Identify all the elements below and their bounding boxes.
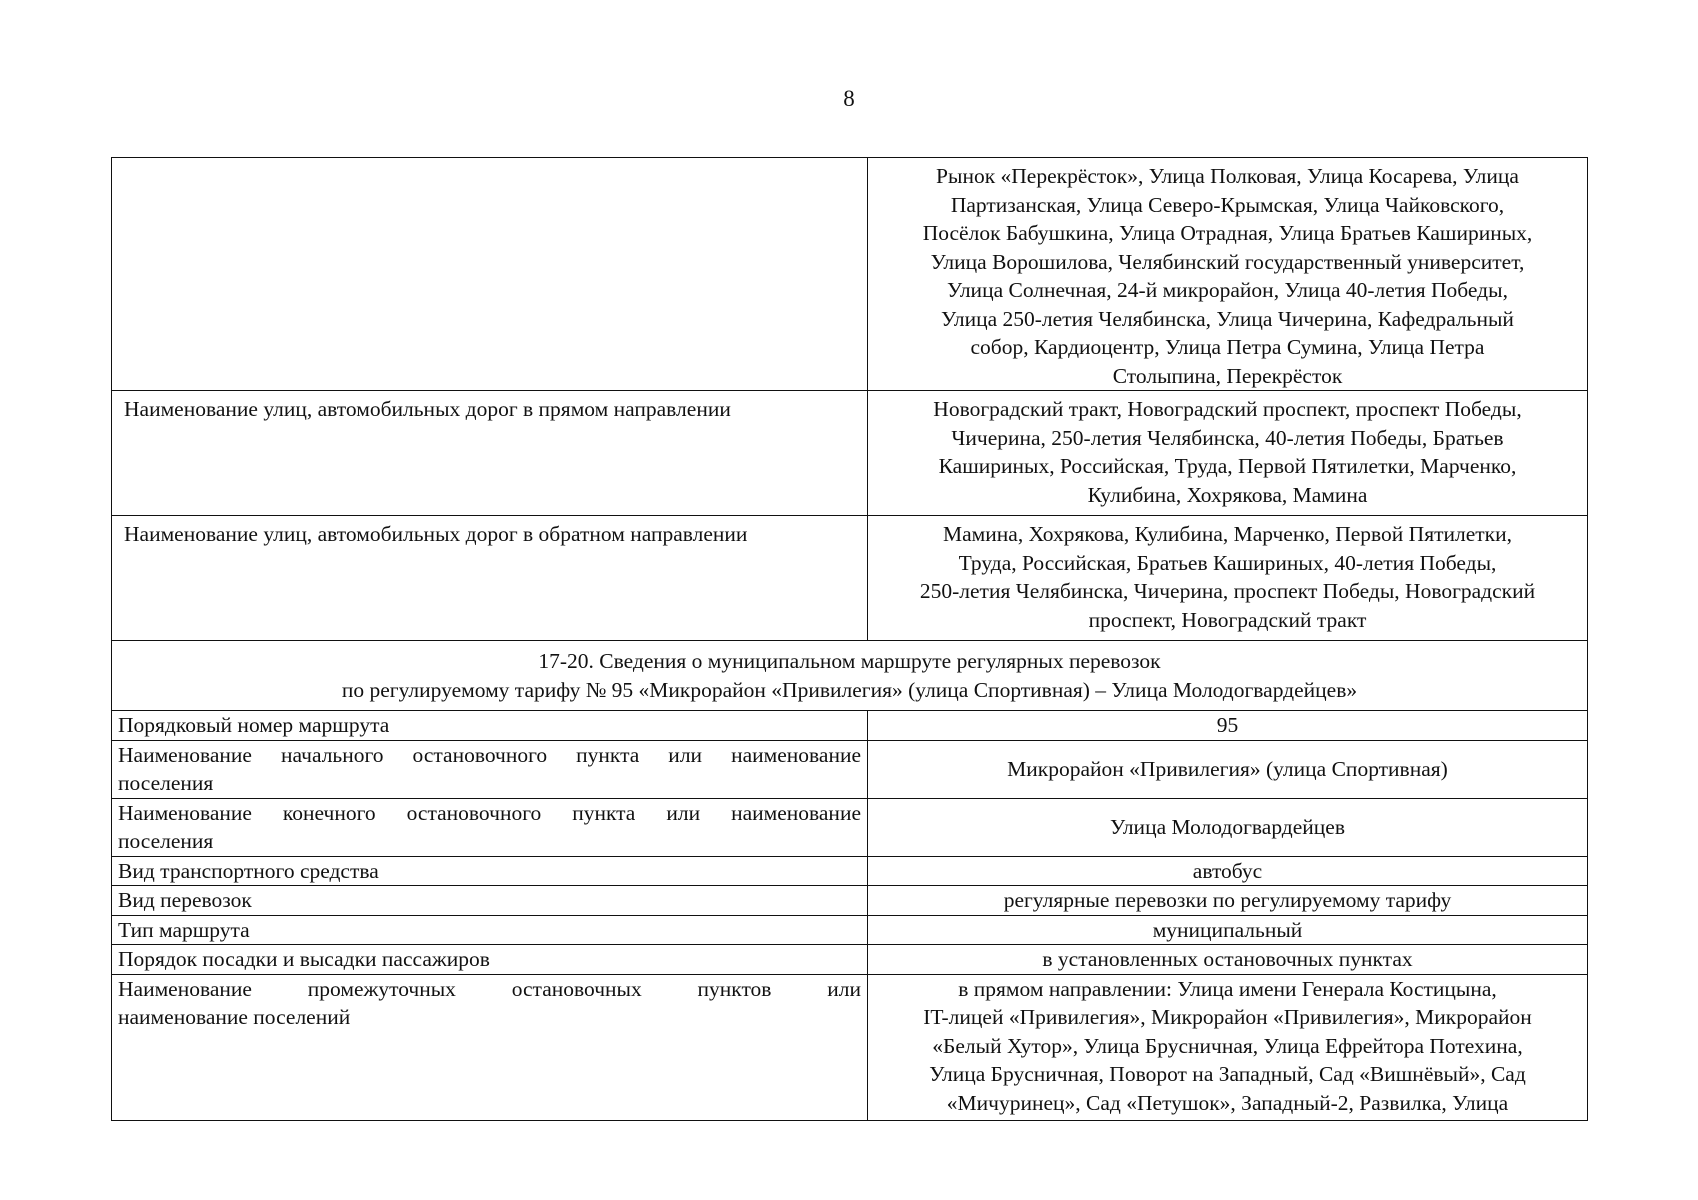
street-line: проспект, Новоградский тракт (1088, 607, 1367, 632)
street-line: Кашириных, Российская, Труда, Первой Пятилетки, Марченко, (938, 454, 1517, 478)
boarding-order-value: в установленных остановочных пунктах (868, 945, 1588, 975)
intermediate-stops-label-line: Наименование промежуточных остановочных пунктов или (118, 976, 861, 1001)
stops-line: собор, Кардиоцентр, Улица Петра Сумина, Улица Петра (970, 335, 1485, 359)
vehicle-type-value: автобус (868, 856, 1588, 886)
stops-line: Улица Солнечная, 24-й микрорайон, Улица 40-летия Победы, (947, 278, 1508, 302)
end-stop-label (112, 798, 868, 856)
street-line: Кулибина, Хохрякова, Мамина (1087, 482, 1368, 507)
table-row-start-stop (112, 740, 1588, 798)
route-info-table (111, 157, 1588, 1121)
reverse-streets-label: Наименование улиц, автомобильных дорог в обратном направлении (112, 516, 868, 641)
stops-line: Улица 250-летия Челябинска, Улица Чичерина, Кафедральный (941, 306, 1514, 331)
reverse-streets-value (868, 516, 1588, 641)
intermediate-stops-line: Улица Брусничная, Поворот на Западный, Сад «Вишнёвый», Сад (929, 1062, 1526, 1086)
table-row-route-type (112, 915, 1588, 945)
section-heading (112, 641, 1588, 711)
street-line: Труда, Российская, Братьев Кашириных, 40-летия Победы, (958, 550, 1497, 575)
route-number-label: Порядковый номер маршрута (112, 711, 868, 741)
table-row-transport-kind (112, 886, 1588, 916)
page-number: 8 (843, 86, 855, 111)
stops-line: Улица Ворошилова, Челябинский государственный университет, (930, 249, 1525, 274)
boarding-order-label: Порядок посадки и высадки пассажиров (112, 945, 868, 975)
start-stop-label-line: Наименование начального остановочного пункта или наименование (118, 742, 861, 767)
stops-continuation-cell (868, 158, 1588, 391)
intermediate-stops-line: в прямом направлении: Улица имени Генерала Костицына, (958, 976, 1497, 1001)
street-line: Мамина, Хохрякова, Кулибина, Марченко, Первой Пятилетки, (943, 522, 1512, 546)
table-row-boarding-order (112, 945, 1588, 975)
stops-line: Столыпина, Перекрёсток (1112, 363, 1343, 388)
intermediate-stops-label-line: наименование поселений (118, 1005, 351, 1029)
transport-kind-label: Вид перевозок (112, 886, 868, 916)
intermediate-stops-value (868, 974, 1588, 1120)
street-line: 250-летия Челябинска, Чичерина, проспект Победы, Новоградский (919, 579, 1536, 603)
end-stop-label-line: Наименование конечного остановочного пункта или наименование (118, 800, 861, 825)
table-row-reverse-streets (112, 516, 1588, 641)
table-row-section-heading (112, 641, 1588, 711)
table-row-end-stop (112, 798, 1588, 856)
start-stop-value: Микрорайон «Привилегия» (улица Спортивная) (868, 740, 1588, 798)
street-line: Новоградский тракт, Новоградский проспект, проспект Победы, (933, 397, 1522, 421)
end-stop-label-line: поселения (118, 829, 214, 853)
start-stop-label-line: поселения (118, 771, 214, 795)
stops-line: Рынок «Перекрёсток», Улица Полковая, Улица Косарева, Улица (936, 164, 1519, 188)
intermediate-stops-label (112, 974, 868, 1120)
route-type-value: муниципальный (868, 915, 1588, 945)
route-number-value: 95 (868, 711, 1588, 741)
stops-line: Посёлок Бабушкина, Улица Отрадная, Улица Братьев Кашириных, (922, 221, 1533, 245)
end-stop-value: Улица Молодогвардейцев (868, 798, 1588, 856)
table-row-stops-continuation (112, 158, 1588, 391)
intermediate-stops-line: IT-лицей «Привилегия», Микрорайон «Привилегия», Микрорайон (923, 1005, 1532, 1029)
table-row-route-number (112, 711, 1588, 741)
intermediate-stops-line: «Мичуринец», Сад «Петушок», Западный-2, Развилка, Улица (946, 1090, 1509, 1115)
table-row-forward-streets (112, 391, 1588, 516)
transport-kind-value: регулярные перевозки по регулируемому тарифу (868, 886, 1588, 916)
forward-streets-label: Наименование улиц, автомобильных дорог в прямом направлении (112, 391, 868, 516)
forward-streets-value (868, 391, 1588, 516)
street-line: Чичерина, 250-летия Челябинска, 40-летия Победы, Братьев (951, 425, 1504, 450)
section-heading-line: 17-20. Сведения о муниципальном маршруте регулярных перевозок (538, 649, 1161, 673)
table-row-intermediate-stops (112, 974, 1588, 1120)
table-row-vehicle-type (112, 856, 1588, 886)
start-stop-label (112, 740, 868, 798)
vehicle-type-label: Вид транспортного средства (112, 856, 868, 886)
intermediate-stops-line: «Белый Хутор», Улица Брусничная, Улица Ефрейтора Потехина, (932, 1033, 1523, 1058)
section-heading-line: по регулируемому тарифу № 95 «Микрорайон «Привилегия» (улица Спортивная) – Улица Молодогвардейцев» (341, 677, 1358, 702)
route-type-label: Тип маршрута (112, 915, 868, 945)
stops-line: Партизанская, Улица Северо-Крымская, Улица Чайковского, (950, 192, 1505, 217)
empty-label-cell (112, 158, 868, 391)
